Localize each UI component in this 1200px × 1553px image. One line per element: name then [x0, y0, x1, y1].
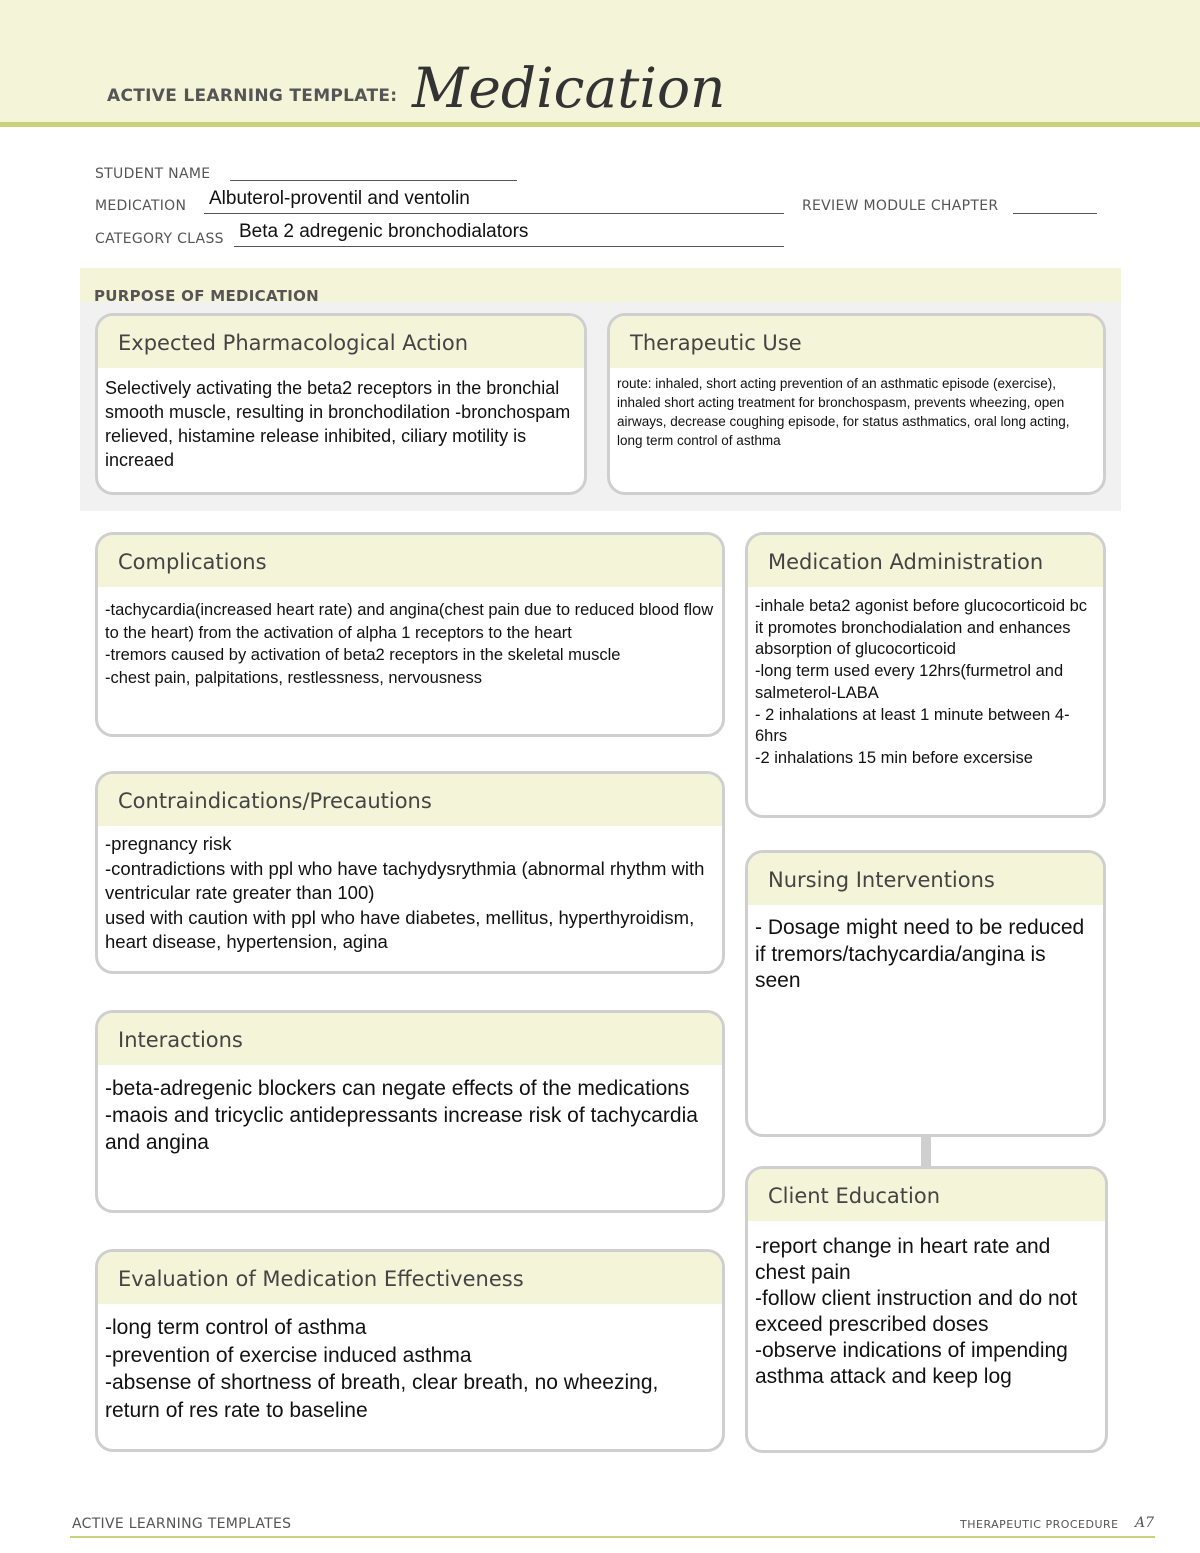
- category-class-line: [234, 246, 784, 247]
- expected-action-text[interactable]: Selectively activating the beta2 receptors in the bronchial smooth muscle, resulting in bronchodilation -bronchospam relieved, histamine release inhibited, ciliary motility is increaed: [105, 378, 571, 470]
- medication-administration-box: [745, 532, 1106, 818]
- footer-right-label: THERAPEUTIC PROCEDURE: [960, 1518, 1119, 1531]
- contraindications-title: Contraindications/Precautions: [98, 774, 722, 826]
- header-divider: [0, 122, 1200, 127]
- complications-text[interactable]: -tachycardia(increased heart rate) and angina(chest pain due to reduced blood flow to the heart) from the activation of alpha 1 receptors to the heart -tremors caused by activation of beta2 receptors in the skeletal muscle -chest pain, palpitations, restlessness, nervousness: [105, 601, 714, 687]
- student-name-label: STUDENT NAME: [95, 166, 211, 182]
- client-education-title: Client Education: [748, 1169, 1105, 1221]
- nursing-interventions-text[interactable]: - Dosage might need to be reduced if tremors/tachycardia/angina is seen: [755, 916, 1085, 992]
- expected-action-box: [95, 313, 587, 495]
- evaluation-text[interactable]: -long term control of asthma -prevention of exercise induced asthma -absense of shortness of breath, clear breath, no wheezing, return of res rate to baseline: [105, 1316, 659, 1422]
- complications-title: Complications: [98, 535, 722, 587]
- therapeutic-use-text[interactable]: route: inhaled, short acting prevention of an asthmatic episode (exercise), inhaled short acting treatment for bronchospasm, prevents wheezing, open airways, decrease coughing episode, for status asthmatics, oral long acting, long term control of asthma: [617, 376, 1070, 448]
- box-connector: [921, 1136, 931, 1166]
- template-label: ACTIVE LEARNING TEMPLATE:: [107, 86, 398, 106]
- therapeutic-use-box: [607, 313, 1106, 495]
- evaluation-box: [95, 1249, 725, 1452]
- footer-divider: [70, 1536, 1155, 1538]
- nursing-interventions-title: Nursing Interventions: [748, 853, 1103, 905]
- purpose-label: PURPOSE OF MEDICATION: [94, 287, 320, 305]
- contraindications-text[interactable]: -pregnancy risk -contradictions with ppl who have tachydysrythmia (abnormal rhythm with ventricular rate greater than 100) used with caution with ppl who have diabetes, mellitus, hyperthyroidism, heart disease, hypertension, agina: [105, 833, 705, 952]
- category-class-field[interactable]: Beta 2 adregenic bronchodialators: [239, 221, 529, 242]
- medication-line: [204, 213, 784, 214]
- expected-action-title: Expected Pharmacological Action: [98, 316, 584, 368]
- client-education-text[interactable]: -report change in heart rate and chest pain -follow client instruction and do not exceed prescribed doses -observe indications of impending asthma attack and keep log: [755, 1235, 1078, 1388]
- interactions-box: [95, 1010, 725, 1213]
- category-class-label: CATEGORY CLASS: [95, 231, 224, 247]
- footer-left-label: ACTIVE LEARNING TEMPLATES: [72, 1516, 292, 1532]
- therapeutic-use-title: Therapeutic Use: [610, 316, 1103, 368]
- medication-field[interactable]: Albuterol-proventil and ventolin: [209, 188, 470, 209]
- contraindications-box: [95, 771, 725, 974]
- footer-page-number: A7: [1135, 1515, 1155, 1531]
- medication-administration-text[interactable]: -inhale beta2 agonist before glucocorticoid bc it promotes bronchodialation and enhances absorption of glucocorticoid -long term used every 12hrs(furmetrol and salmeterol-LABA - 2 inhalations at least 1 minute between 4-6hrs -2 inhalations 15 min before excersise: [755, 597, 1088, 767]
- interactions-title: Interactions: [98, 1013, 722, 1065]
- page-title: Medication: [412, 56, 726, 120]
- nursing-interventions-box: [745, 850, 1106, 1137]
- student-name-line: [230, 180, 517, 181]
- review-module-label: REVIEW MODULE CHAPTER: [802, 198, 999, 214]
- interactions-text[interactable]: -beta-adregenic blockers can negate effects of the medications -maois and tricyclic antidepressants increase risk of tachycardia and angina: [105, 1077, 698, 1154]
- complications-box: [95, 532, 725, 737]
- client-education-box: [745, 1166, 1108, 1453]
- medication-administration-title: Medication Administration: [748, 535, 1103, 587]
- medication-label: MEDICATION: [95, 198, 187, 214]
- review-module-line: [1013, 213, 1097, 214]
- evaluation-title: Evaluation of Medication Effectiveness: [98, 1252, 722, 1304]
